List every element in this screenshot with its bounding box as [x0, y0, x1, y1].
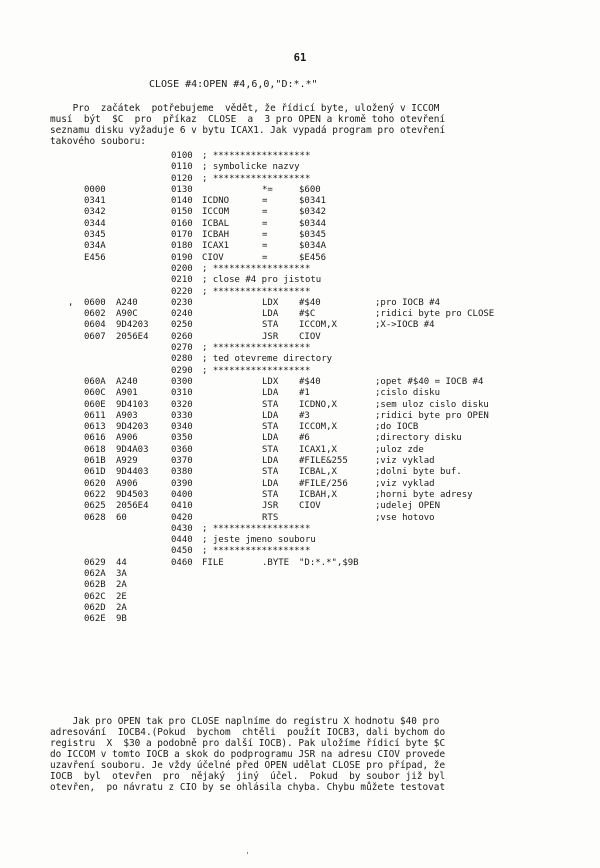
listing-row [0, 298, 600, 309]
listing-row [0, 309, 600, 320]
intro-paragraph [50, 103, 570, 147]
listing-row [0, 422, 600, 433]
listing-operand: CIOV [299, 501, 321, 512]
listing-label: ICDNO [202, 196, 230, 207]
listing-comment: ;viz vyklad [375, 478, 435, 489]
listing-label: FILE [202, 557, 224, 568]
listing-row [0, 400, 600, 411]
listing-machine-code: 2A [116, 580, 127, 591]
listing-row [0, 479, 600, 490]
listing-row [0, 332, 600, 343]
listing-address: 0344 [84, 218, 106, 229]
listing-comment: ;ridici byte pro OPEN [375, 410, 489, 421]
listing-line-number: 0410 [171, 501, 193, 512]
listing-address: 060C [84, 388, 106, 399]
assembly-listing [0, 151, 600, 625]
listing-operand: #$40 [299, 376, 321, 387]
listing-line-number: 0320 [171, 399, 193, 410]
listing-machine-code: 9D4403 [116, 467, 149, 478]
listing-opcode: STA [262, 489, 279, 500]
listing-row [0, 162, 600, 173]
listing-address: 0000 [84, 184, 106, 195]
listing-comment: ;ridici byte pro CLOSE [375, 309, 495, 320]
outro-paragraph [50, 716, 570, 793]
listing-machine-code: A906 [116, 433, 138, 444]
listing-opcode: STA [262, 422, 279, 433]
listing-line-number: 0120 [171, 173, 193, 184]
listing-row [0, 354, 600, 365]
listing-operand: ICCOM,X [299, 320, 337, 331]
listing-row [0, 219, 600, 230]
listing-opcode: STA [262, 467, 279, 478]
listing-machine-code: 9D4103 [116, 399, 149, 410]
text-line: musí být $C pro příkaz CLOSE a 3 pro OPEN a kromě toho otevření [50, 114, 446, 125]
listing-opcode: LDA [262, 456, 279, 467]
listing-row [0, 433, 600, 444]
listing-opcode: STA [262, 399, 279, 410]
listing-opcode: STA [262, 444, 279, 455]
listing-comment: ;opet #$40 = IOCB #4 [375, 376, 484, 387]
listing-row [0, 151, 600, 162]
listing-opcode: LDA [262, 388, 279, 399]
listing-row [0, 569, 600, 580]
listing-machine-code: 60 [116, 512, 127, 523]
listing-row [0, 320, 600, 331]
listing-operand: #$C [299, 309, 316, 320]
listing-opcode: STA [262, 320, 279, 331]
listing-opcode: = [262, 252, 268, 263]
listing-machine-code: A906 [116, 478, 138, 489]
listing-line-number: 0440 [171, 535, 193, 546]
listing-line-number: 0450 [171, 546, 193, 557]
listing-comment-line: ; ****************** [202, 546, 311, 557]
listing-line-number: 0260 [171, 331, 193, 342]
listing-line-number: 0270 [171, 343, 193, 354]
listing-line-number: 0400 [171, 489, 193, 500]
listing-comment-line: ; ****************** [202, 343, 311, 354]
listing-line-number: 0330 [171, 410, 193, 421]
listing-row [0, 275, 600, 286]
listing-label: CIOV [202, 252, 224, 263]
listing-operand: ICBAH,X [299, 489, 337, 500]
listing-mark: , [68, 297, 74, 308]
listing-machine-code: 44 [116, 557, 127, 568]
listing-comment-line: ; ted otevreme directory [202, 354, 333, 365]
listing-row [0, 253, 600, 264]
listing-line-number: 0100 [171, 151, 193, 161]
listing-line-number: 0310 [171, 388, 193, 399]
listing-line-number: 0460 [171, 557, 193, 568]
listing-row [0, 264, 600, 275]
listing-line-number: 0180 [171, 241, 193, 252]
listing-line-number: 0300 [171, 376, 193, 387]
listing-machine-code: 2E [116, 591, 127, 602]
listing-row [0, 535, 600, 546]
listing-row [0, 558, 600, 569]
listing-opcode: JSR [262, 501, 279, 512]
listing-comment: ;uloz zde [375, 444, 424, 455]
listing-operand: #3 [299, 410, 310, 421]
listing-line-number: 0110 [171, 162, 193, 173]
listing-comment: ;vse hotovo [375, 512, 435, 523]
listing-comment: ;cislo disku [375, 388, 441, 399]
listing-operand: ICDNO,X [299, 399, 337, 410]
listing-row [0, 513, 600, 524]
listing-row [0, 377, 600, 388]
listing-operand: #$40 [299, 297, 321, 308]
listing-row [0, 241, 600, 252]
listing-opcode: LDA [262, 478, 279, 489]
listing-opcode: = [262, 241, 268, 252]
listing-machine-code: A903 [116, 410, 138, 421]
listing-address: 0345 [84, 230, 106, 241]
listing-operand: ICAX1,X [299, 444, 337, 455]
text-line: adresování IOCB4.(Pokud bychom chtěli použít IOCB3, dali bychom do [50, 727, 446, 738]
text-line: seznamu disku vyžaduje 6 v bytu ICAX1. Jak vypadá program pro otevření [50, 125, 446, 136]
listing-operand: ICCOM,X [299, 422, 337, 433]
listing-machine-code: A929 [116, 456, 138, 467]
listing-row [0, 343, 600, 354]
text-line: IOCB byl otevřen pro nějaký jiný účel. Pokud by soubor již byl [50, 771, 446, 782]
listing-comment: ;horni byte adresy [375, 489, 473, 500]
listing-line-number: 0420 [171, 512, 193, 523]
listing-row [0, 467, 600, 478]
listing-address: 0602 [84, 309, 106, 320]
listing-opcode: = [262, 196, 268, 207]
listing-operand: $0342 [299, 207, 327, 218]
listing-operand: #FILE/256 [299, 478, 348, 489]
text-line: takového souboru: [50, 136, 146, 147]
listing-row [0, 592, 600, 603]
listing-comment: ;sem uloz cislo disku [375, 399, 489, 410]
listing-machine-code: 2056E4 [116, 331, 149, 342]
listing-address: 0616 [84, 433, 106, 444]
listing-row [0, 411, 600, 422]
listing-row [0, 287, 600, 298]
listing-line-number: 0230 [171, 297, 193, 308]
listing-comment-line: ; ****************** [202, 286, 311, 297]
listing-line-number: 0160 [171, 218, 193, 229]
listing-row [0, 174, 600, 185]
listing-opcode: = [262, 218, 268, 229]
listing-machine-code: 2A [116, 602, 127, 613]
listing-operand: #6 [299, 433, 310, 444]
listing-machine-code: 9D4A03 [116, 444, 149, 455]
listing-row [0, 603, 600, 614]
listing-operand: $E456 [299, 252, 327, 263]
listing-machine-code: A90C [116, 309, 138, 320]
listing-address: 034A [84, 241, 106, 252]
listing-operand: $600 [299, 184, 321, 195]
listing-address: 061D [84, 467, 106, 478]
listing-comment-line: ; ****************** [202, 173, 311, 184]
listing-opcode: *= [262, 184, 273, 195]
listing-comment: ;do IOCB [375, 422, 419, 433]
listing-address: E456 [84, 252, 106, 263]
listing-row [0, 490, 600, 501]
listing-line-number: 0290 [171, 365, 193, 376]
listing-comment: ;pro IOCB #4 [375, 297, 441, 308]
listing-comment-line: ; ****************** [202, 523, 311, 534]
listing-operand: ICBAL,X [299, 467, 337, 478]
text-line: registru X $30 a podobně pro další IOCB). Pak uložíme řídicí byte $C [50, 738, 446, 749]
listing-opcode: LDA [262, 433, 279, 444]
listing-machine-code: A240 [116, 376, 138, 387]
listing-address: 062A [84, 568, 106, 579]
listing-machine-code: 3A [116, 568, 127, 579]
listing-line-number: 0130 [171, 184, 193, 195]
listing-row [0, 580, 600, 591]
listing-address: 0628 [84, 512, 106, 523]
listing-opcode: RTS [262, 512, 279, 523]
listing-line-number: 0240 [171, 309, 193, 320]
listing-operand: CIOV [299, 331, 321, 342]
listing-comment: ;directory disku [375, 433, 462, 444]
listing-machine-code: 9B [116, 614, 127, 625]
listing-address: 0620 [84, 478, 106, 489]
listing-address: 060A [84, 376, 106, 387]
listing-comment-line: ; jeste jmeno souboru [202, 535, 316, 546]
listing-row [0, 230, 600, 241]
listing-line-number: 0360 [171, 444, 193, 455]
listing-row [0, 445, 600, 456]
listing-line-number: 0210 [171, 275, 193, 286]
listing-line-number: 0200 [171, 263, 193, 274]
listing-operand: "D:*.*",$9B [299, 557, 359, 568]
listing-opcode: JSR [262, 331, 279, 342]
listing-operand: #FILE&255 [299, 456, 348, 467]
listing-operand: $0341 [299, 196, 327, 207]
listing-line-number: 0190 [171, 252, 193, 263]
listing-operand: $0344 [299, 218, 327, 229]
listing-comment-line: ; symbolicke nazvy [202, 162, 300, 173]
listing-machine-code: 9D4503 [116, 489, 149, 500]
listing-row [0, 185, 600, 196]
listing-address: 062C [84, 591, 106, 602]
listing-address: 060E [84, 399, 106, 410]
listing-opcode: LDX [262, 376, 279, 387]
listing-line-number: 0150 [171, 207, 193, 218]
listing-address: 062B [84, 580, 106, 591]
listing-comment: ;viz vyklad [375, 456, 435, 467]
listing-opcode: .BYTE [262, 557, 290, 568]
listing-line-number: 0430 [171, 523, 193, 534]
listing-line-number: 0380 [171, 467, 193, 478]
listing-line-number: 0370 [171, 456, 193, 467]
listing-opcode: LDA [262, 309, 279, 320]
listing-address: 0613 [84, 422, 106, 433]
listing-address: 062D [84, 602, 106, 613]
text-line: uzavření souboru. Je vždy účelné před OPEN udělat CLOSE pro případ, že [50, 760, 446, 771]
listing-row [0, 456, 600, 467]
listing-machine-code: A240 [116, 297, 138, 308]
listing-row [0, 196, 600, 207]
listing-address: 062E [84, 614, 106, 625]
listing-label: ICAX1 [202, 241, 230, 252]
listing-line-number: 0220 [171, 286, 193, 297]
listing-line-number: 0140 [171, 196, 193, 207]
listing-row [0, 388, 600, 399]
listing-label: ICBAH [202, 230, 230, 241]
section-heading: CLOSE #4:OPEN #4,6,0,"D:*.*" [149, 79, 318, 90]
footer-mark: ' [245, 851, 250, 860]
listing-address: 0600 [84, 297, 106, 308]
listing-address: 0604 [84, 320, 106, 331]
listing-comment: ;X->IOCB #4 [375, 320, 435, 331]
listing-comment-line: ; close #4 pro jistotu [202, 275, 322, 286]
listing-address: 0607 [84, 331, 106, 342]
text-line: do ICCOM v tomto IOCB a skok do podprogramu JSR na adresu CIOV provede [50, 749, 446, 760]
listing-comment-line: ; ****************** [202, 151, 311, 161]
listing-row [0, 501, 600, 512]
listing-opcode: LDA [262, 410, 279, 421]
listing-machine-code: A901 [116, 388, 138, 399]
listing-address: 0622 [84, 489, 106, 500]
listing-machine-code: 9D4203 [116, 422, 149, 433]
page-number: 61 [293, 52, 307, 64]
listing-operand: $0345 [299, 230, 327, 241]
listing-address: 0629 [84, 557, 106, 568]
listing-line-number: 0340 [171, 422, 193, 433]
listing-address: 0611 [84, 410, 106, 421]
listing-row [0, 207, 600, 218]
listing-address: 0341 [84, 196, 106, 207]
listing-address: 0342 [84, 207, 106, 218]
text-line: otevřen, po návratu z CIO by se ohlásila chyba. Chybu můžete testovat [50, 782, 446, 793]
listing-row [0, 366, 600, 377]
listing-label: ICBAL [202, 218, 230, 229]
listing-comment: ;dolni byte buf. [375, 467, 462, 478]
listing-opcode: = [262, 230, 268, 241]
listing-line-number: 0170 [171, 230, 193, 241]
listing-comment-line: ; ****************** [202, 365, 311, 376]
listing-comment-line: ; ****************** [202, 263, 311, 274]
text-line: Pro začátek potřebujeme vědět, že řídicí byte, uložený v ICCOM [50, 103, 440, 114]
listing-machine-code: 9D4203 [116, 320, 149, 331]
listing-line-number: 0350 [171, 433, 193, 444]
listing-address: 0618 [84, 444, 106, 455]
text-line: Jak pro OPEN tak pro CLOSE naplníme do registru X hodnotu $40 pro [50, 716, 440, 727]
listing-operand: $034A [299, 241, 327, 252]
listing-comment: ;udelej OPEN [375, 501, 441, 512]
listing-row [0, 614, 600, 625]
listing-opcode: LDX [262, 297, 279, 308]
listing-machine-code: 2056E4 [116, 501, 149, 512]
listing-row [0, 524, 600, 535]
listing-address: 0625 [84, 501, 106, 512]
listing-row [0, 546, 600, 557]
listing-operand: #1 [299, 388, 310, 399]
listing-line-number: 0390 [171, 478, 193, 489]
listing-address: 061B [84, 456, 106, 467]
listing-line-number: 0250 [171, 320, 193, 331]
listing-label: ICCOM [202, 207, 230, 218]
listing-line-number: 0280 [171, 354, 193, 365]
listing-opcode: = [262, 207, 268, 218]
